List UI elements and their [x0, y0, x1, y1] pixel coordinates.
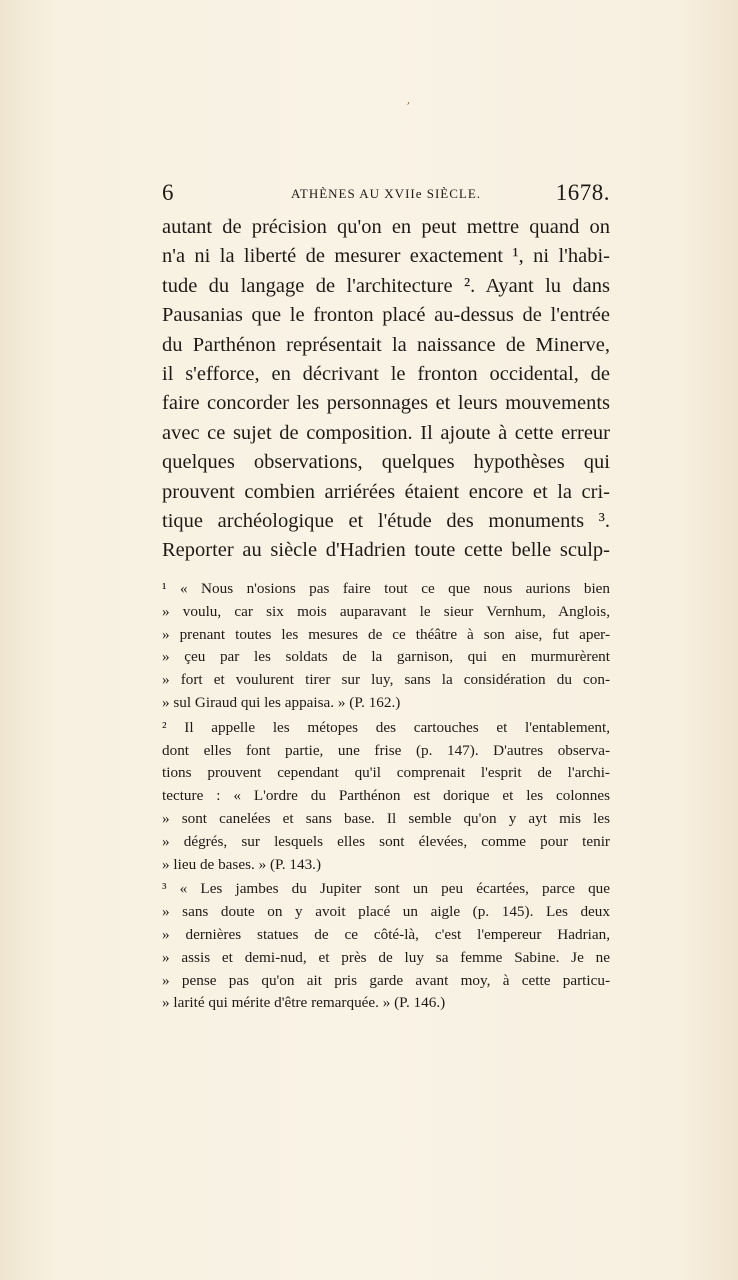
body-line: quelques observations, quelques hypothèses qui — [162, 451, 610, 474]
footnote-line: » prenant toutes les mesures de ce théâtre à son aise, fut aper- — [162, 625, 610, 643]
body-line: du Parthénon représentait la naissance de Minerve, — [162, 333, 610, 356]
body-line: il s'efforce, en décrivant le fronton occidental, de — [162, 362, 610, 385]
body-line: n'a ni la liberté de mesurer exactement ¹, ni l'habi- — [162, 245, 610, 268]
body-line: prouvent combien arriérées étaient encore et la cri- — [162, 480, 610, 503]
body-line: Reporter au siècle d'Hadrien toute cette belle sculp- — [162, 539, 610, 562]
body-line: tude du langage de l'architecture ². Ayant lu dans — [162, 274, 610, 297]
footnote-3 — [162, 878, 610, 1015]
footnote-line: » dernières statues de ce côté-là, c'est l'empereur Hadrian, — [162, 925, 610, 943]
footnote-line: » sul Giraud qui les appaisa. » (P. 162.) — [162, 693, 401, 711]
footnote-1 — [162, 578, 610, 715]
footnote-line: » larité qui mérite d'être remarquée. » (P. 146.) — [162, 994, 446, 1012]
stray-ink-mark: ʼ — [406, 100, 410, 114]
footnote-2 — [162, 717, 610, 877]
page-number: 6 — [162, 180, 174, 205]
footnote-line: ¹ « Nous n'osions pas faire tout ce que nous aurions bien — [162, 580, 610, 597]
footnote-line: » assis et demi-nud, et près de luy sa femme Sabine. Je ne — [162, 948, 610, 966]
footnote-line: » pense pas qu'on ait pris garde avant moy, à cette particu- — [162, 971, 610, 989]
body-line: tique archéologique et l'étude des monuments ³. — [162, 509, 610, 532]
body-line: Pausanias que le fronton placé au-dessus de l'entrée — [162, 304, 610, 327]
footnote-line: ² Il appelle les métopes des cartouches et l'entablement, — [162, 718, 610, 736]
footnote-line: » voulu, car six mois auparavant le sieur Vernhum, Anglois, — [162, 602, 610, 620]
body-line: autant de précision qu'on en peut mettre quand on — [162, 216, 610, 238]
header-year: 1678. — [555, 180, 610, 205]
footnote-line: dont elles font partie, une frise (p. 147). D'autres observa- — [162, 741, 610, 759]
footnote-line: » çeu par les soldats de la garnison, qui en murmurèrent — [162, 648, 610, 666]
running-header — [162, 180, 610, 210]
running-title: ATHÈNES AU XVIIe SIÈCLE. — [290, 186, 482, 201]
body-line: avec ce sujet de composition. Il ajoute à cette erreur — [162, 421, 610, 444]
footnote-line: ³ « Les jambes du Jupiter sont un peu écartées, parce que — [162, 880, 610, 898]
footnote-line: tions prouvent cependant qu'il comprenait l'esprit de l'archi- — [162, 764, 610, 782]
footnote-line: » sans doute on y avoit placé un aigle (p. 145). Les deux — [162, 903, 610, 921]
footnote-line: » fort et voulurent tirer sur luy, sans la considération du con- — [162, 671, 610, 689]
footnote-line: » lieu de bases. » (P. 143.) — [162, 855, 322, 873]
footnote-line: tecture : « L'ordre du Parthénon est dorique et les colonnes — [162, 787, 610, 805]
footnote-line: » dégrés, sur lesquels elles sont élevées, comme pour tenir — [162, 832, 610, 850]
footnote-line: » sont canelées et sans base. Il semble qu'on y ayt mis les — [162, 809, 610, 827]
footnotes — [162, 578, 610, 1015]
body-line: faire concorder les personnages et leurs mouvements — [162, 392, 610, 415]
main-text — [162, 213, 610, 566]
